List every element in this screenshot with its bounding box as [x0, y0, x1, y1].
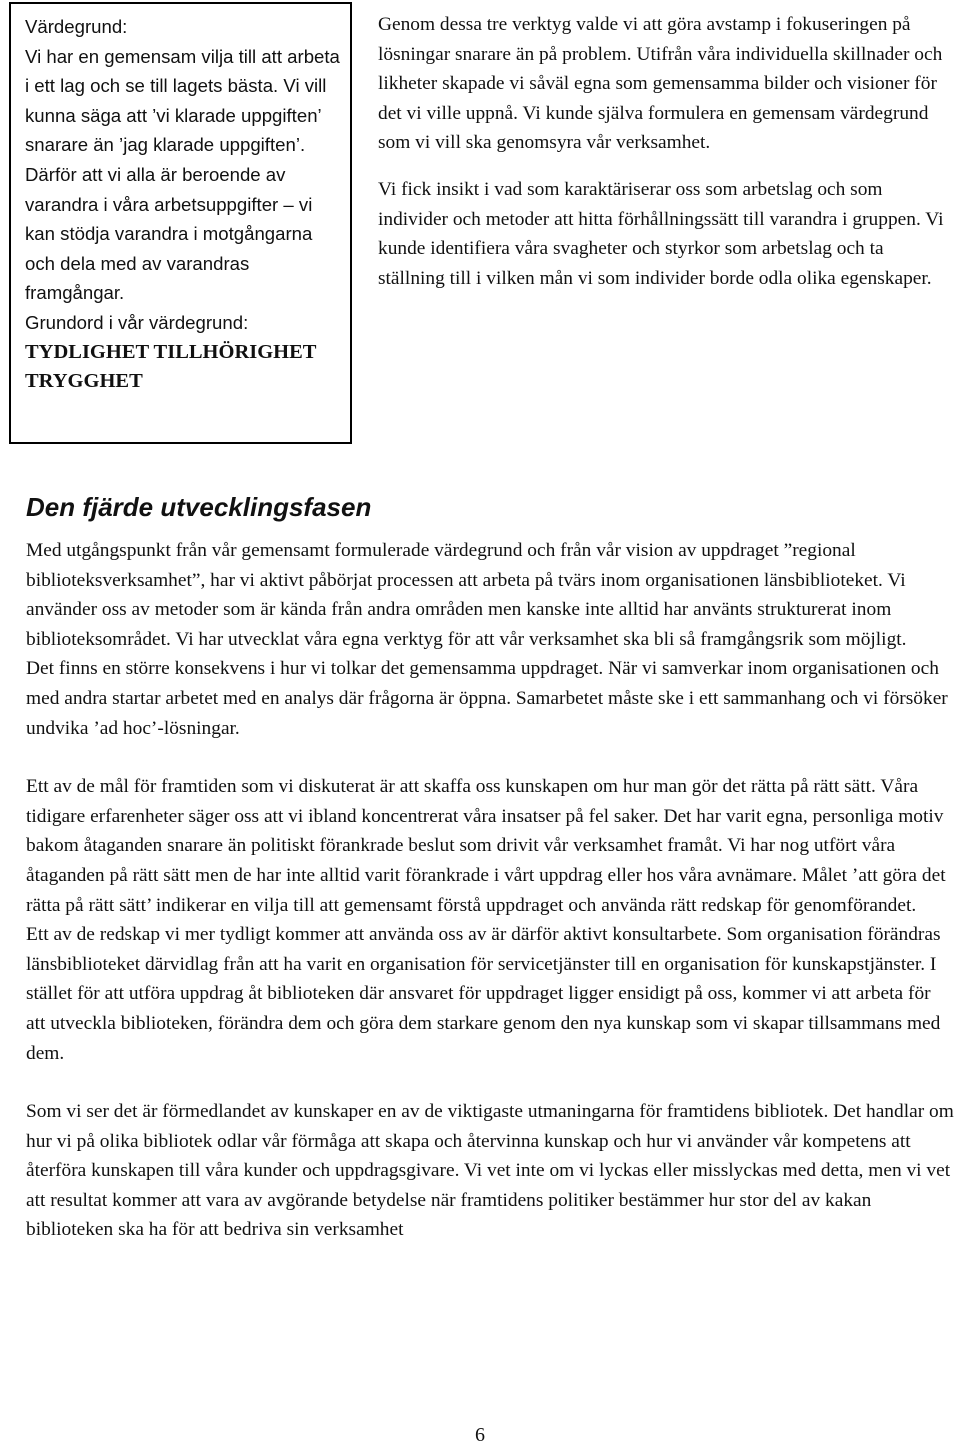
paragraph-1: Med utgångspunkt från vår gemensamt formulerade värdegrund och från vår vision av uppdraget ”regional biblioteksverksamhet”, har vi aktivt påbörjat processen att arbeta på tvärs inom organisationen länsbiblioteket. Vi använder oss av metoder som är kända från andra områden men kanske inte alltid har använts strukturerat inom biblioteksområdet. Vi har utvecklat våra egna verktyg för att vår verksamhet ska bli så framgångsrik som möjligt.	[26, 540, 907, 650]
values-text: Vi har en gemensam vilja till att arbeta i ett lag och se till lagets bästa. Vi vill kunna säga att ’vi klarade uppgiften’ snarare än ’jag klarade uppgiften’. Därför att vi alla är beroende av varandra i våra arbetsuppgifter – vi kan stödja varandra i motgångarna och dela med av varandras framgångar.	[25, 45, 340, 304]
paragraph-2: Det finns en större konsekvens i hur vi tolkar det gemensamma uppdraget. När vi samverkar inom organisationen och med andra startar arbetet med en analys där frågorna är öppna. Samarbetet måste ske i ett sammanhang och vi försöker undvika ’ad hoc’-lösningar.	[26, 658, 948, 739]
keywords: TYDLIGHET TILLHÖRIGHET TRYGGHET	[25, 340, 317, 393]
main-text	[26, 536, 954, 1245]
keywords-label: Grundord i vår värdegrund:	[25, 311, 249, 333]
values-heading: Värdegrund:	[25, 16, 128, 37]
right-paragraph-1: Genom dessa tre verktyg valde vi att göra avstamp i fokuseringen på lösningar snarare än på problem. Utifrån våra individuella skillnader och likheter skapade vi såväl egna som gemensamma bilder och visioner för det vi ville uppnå. Vi kunde själva formulera en gemensam värdegrund som vi vill ska genomsyra vår verksamhet.	[378, 14, 943, 154]
paragraph-5: Som vi ser det är förmedlandet av kunskaper en av de viktigaste utmaningarna för framtidens bibliotek. Det handlar om hur vi på olika bibliotek odlar vår förmåga att skapa och återvinna kunskap och hur vi använder vår kompetens att återföra kunskapen till våra kunder och uppdragsgivare. Vi vet inte om vi lyckas eller misslyckas med detta, men vi vet att resultat kommer att vara av avgörande betydelse när framtidens politiker bestämmer hur stor del av kakan biblioteken ska ha för att bedriva sin verksamhet	[26, 1101, 954, 1241]
page-number: 6	[475, 1424, 485, 1446]
section-heading: Den fjärde utvecklingsfasen	[26, 492, 372, 522]
paragraph-3: Ett av de mål för framtiden som vi diskuterat är att skaffa oss kunskapen om hur man gör det rätta på rätt sätt. Våra tidigare erfarenheter säger oss att vi ibland koncentrerat våra insatser på fel saker. Det har varit egna, personliga motiv bakom åtaganden snarare än politiskt förankrade beslut som drivit vår verksamhet framåt. Vi har nog utfört våra åtaganden på rätt sätt men de har inte alltid varit förankrade i vårt uppdrag eller hos våra avnämare. Målet ’att göra det rätta på rätt sätt’ indikerar en vilja till att gemensamt förstå uppdraget och använda rätt redskap för genomförandet.	[26, 776, 946, 916]
right-paragraph-2: Vi fick insikt i vad som karaktäriserar oss som arbetslag och som individer och metoder att hitta förhållningssätt till varandra i gruppen. Vi kunde identifiera våra svagheter och styrkor som arbetslag och ta ställning till i vilken mån vi som individer borde odla olika egenskaper.	[378, 178, 944, 289]
right-column	[378, 10, 952, 310]
values-box	[9, 2, 352, 444]
paragraph-4: Ett av de redskap vi mer tydligt kommer att använda oss av är därför aktivt konsultarbete. Som organisation förändras länsbiblioteket därvidlag från att ha varit en organisation för servicetjänster till en organisation för kunskapstjänster. I stället för att utföra uppdrag åt biblioteken där ansvaret för uppdraget ligger ensidigt på oss, kommer vi att arbeta för att utveckla biblioteken, förändra dem och göra dem starkare genom den nya kunskap som vi skapar tillsammans med dem.	[26, 924, 941, 1064]
